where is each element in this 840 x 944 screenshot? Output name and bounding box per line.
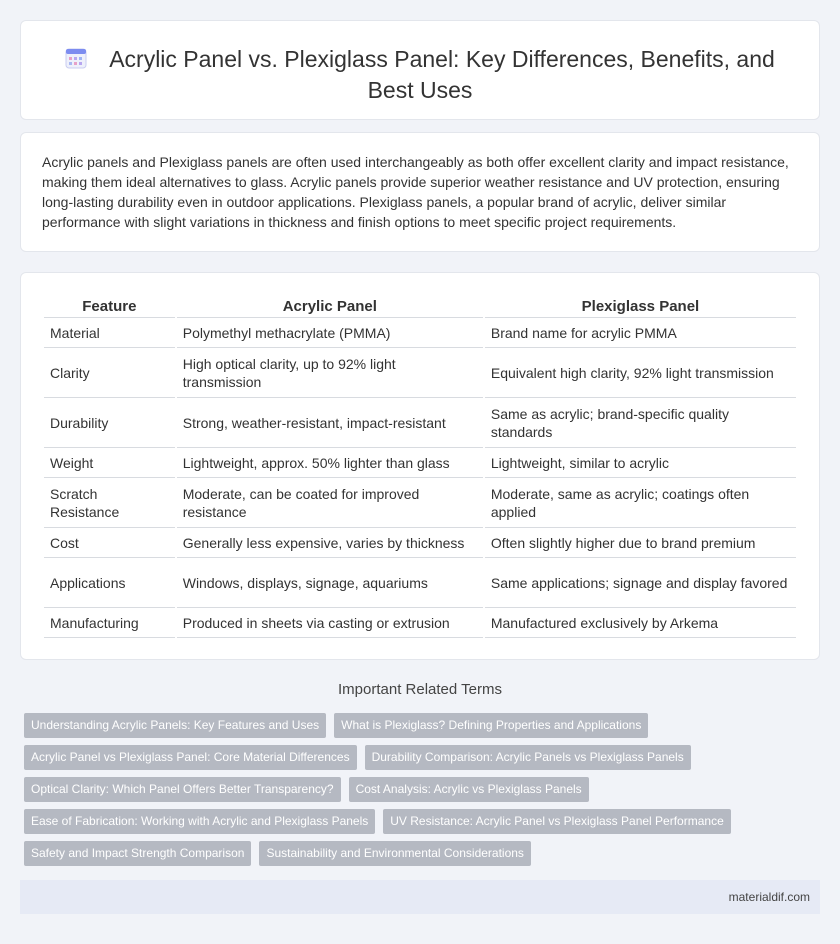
tag-row [24, 777, 589, 802]
plexiglass-cell: Brand name for acrylic PMMA [485, 318, 796, 348]
plexiglass-cell: Often slightly higher due to brand premium [485, 528, 796, 558]
acrylic-cell: Strong, weather-resistant, impact-resistant [177, 398, 483, 448]
related-term-tag[interactable]: Optical Clarity: Which Panel Offers Better Transparency? [24, 777, 341, 802]
plexiglass-cell: Same as acrylic; brand-specific quality standards [485, 398, 796, 448]
related-term-tag[interactable]: Sustainability and Environmental Considerations [259, 841, 530, 866]
table-row [44, 348, 796, 398]
table-row [44, 558, 796, 608]
tag-row [24, 745, 691, 770]
tag-row [24, 841, 531, 866]
feature-cell: Material [44, 318, 175, 348]
related-term-tag[interactable]: What is Plexiglass? Defining Properties and Applications [334, 713, 648, 738]
table-row [44, 478, 796, 528]
footer-site-link[interactable]: materialdif.com [728, 890, 810, 904]
feature-cell: Manufacturing [44, 608, 175, 638]
table-row [44, 528, 796, 558]
comparison-table-card [20, 272, 820, 660]
feature-cell: Clarity [44, 348, 175, 398]
related-term-tag[interactable]: Acrylic Panel vs Plexiglass Panel: Core Material Differences [24, 745, 357, 770]
feature-cell: Durability [44, 398, 175, 448]
related-term-tag[interactable]: Cost Analysis: Acrylic vs Plexiglass Panels [349, 777, 589, 802]
acrylic-cell: Polymethyl methacrylate (PMMA) [177, 318, 483, 348]
plexiglass-cell: Moderate, same as acrylic; coatings often applied [485, 478, 796, 528]
tag-row [24, 713, 648, 738]
plexiglass-cell: Equivalent high clarity, 92% light transmission [485, 348, 796, 398]
header-acrylic: Acrylic Panel [177, 296, 483, 318]
plexiglass-cell: Manufactured exclusively by Arkema [485, 608, 796, 638]
intro-card [20, 132, 820, 252]
related-term-tag[interactable]: Understanding Acrylic Panels: Key Features and Uses [24, 713, 326, 738]
related-terms-heading: Important Related Terms [338, 681, 502, 698]
header-feature: Feature [44, 296, 175, 318]
acrylic-cell: Moderate, can be coated for improved resistance [177, 478, 483, 528]
acrylic-cell: High optical clarity, up to 92% light transmission [177, 348, 483, 398]
acrylic-cell: Generally less expensive, varies by thickness [177, 528, 483, 558]
page-title: Acrylic Panel vs. Plexiglass Panel: Key Differences, Benefits, and Best Uses [109, 46, 775, 103]
acrylic-cell: Lightweight, approx. 50% lighter than glass [177, 448, 483, 478]
feature-cell: Applications [44, 558, 175, 608]
feature-cell: Cost [44, 528, 175, 558]
related-term-tag[interactable]: Durability Comparison: Acrylic Panels vs Plexiglass Panels [365, 745, 691, 770]
table-row [44, 318, 796, 348]
comparison-table [42, 296, 798, 638]
related-term-tag[interactable]: Ease of Fabrication: Working with Acrylic and Plexiglass Panels [24, 809, 375, 834]
table-row [44, 448, 796, 478]
feature-cell: Weight [44, 448, 175, 478]
intro-paragraph: Acrylic panels and Plexiglass panels are often used interchangeably as both offer excellent clarity and impact resistance, making them ideal alternatives to glass. Acrylic panels provide superior weather resistance and UV protection, ensuring long-lasting durability even in outdoor applications. Plexiglass panels, a popular brand of acrylic, deliver similar performance with slight variations in thickness and finish options to meet specific project requirements. [42, 154, 789, 230]
table-row [44, 608, 796, 638]
tag-row [24, 809, 731, 834]
related-term-tag[interactable]: UV Resistance: Acrylic Panel vs Plexiglass Panel Performance [383, 809, 730, 834]
acrylic-cell: Produced in sheets via casting or extrusion [177, 608, 483, 638]
calendar-grid-icon [65, 47, 87, 76]
plexiglass-cell: Same applications; signage and display favored [485, 558, 796, 608]
page-title-wrap [61, 45, 779, 105]
header-card [20, 20, 820, 120]
footer-bar [20, 880, 820, 914]
table-header-row [44, 296, 796, 318]
acrylic-cell: Windows, displays, signage, aquariums [177, 558, 483, 608]
header-plexiglass: Plexiglass Panel [485, 296, 796, 318]
feature-cell: Scratch Resistance [44, 478, 175, 528]
table-row [44, 398, 796, 448]
related-term-tag[interactable]: Safety and Impact Strength Comparison [24, 841, 251, 866]
plexiglass-cell: Lightweight, similar to acrylic [485, 448, 796, 478]
